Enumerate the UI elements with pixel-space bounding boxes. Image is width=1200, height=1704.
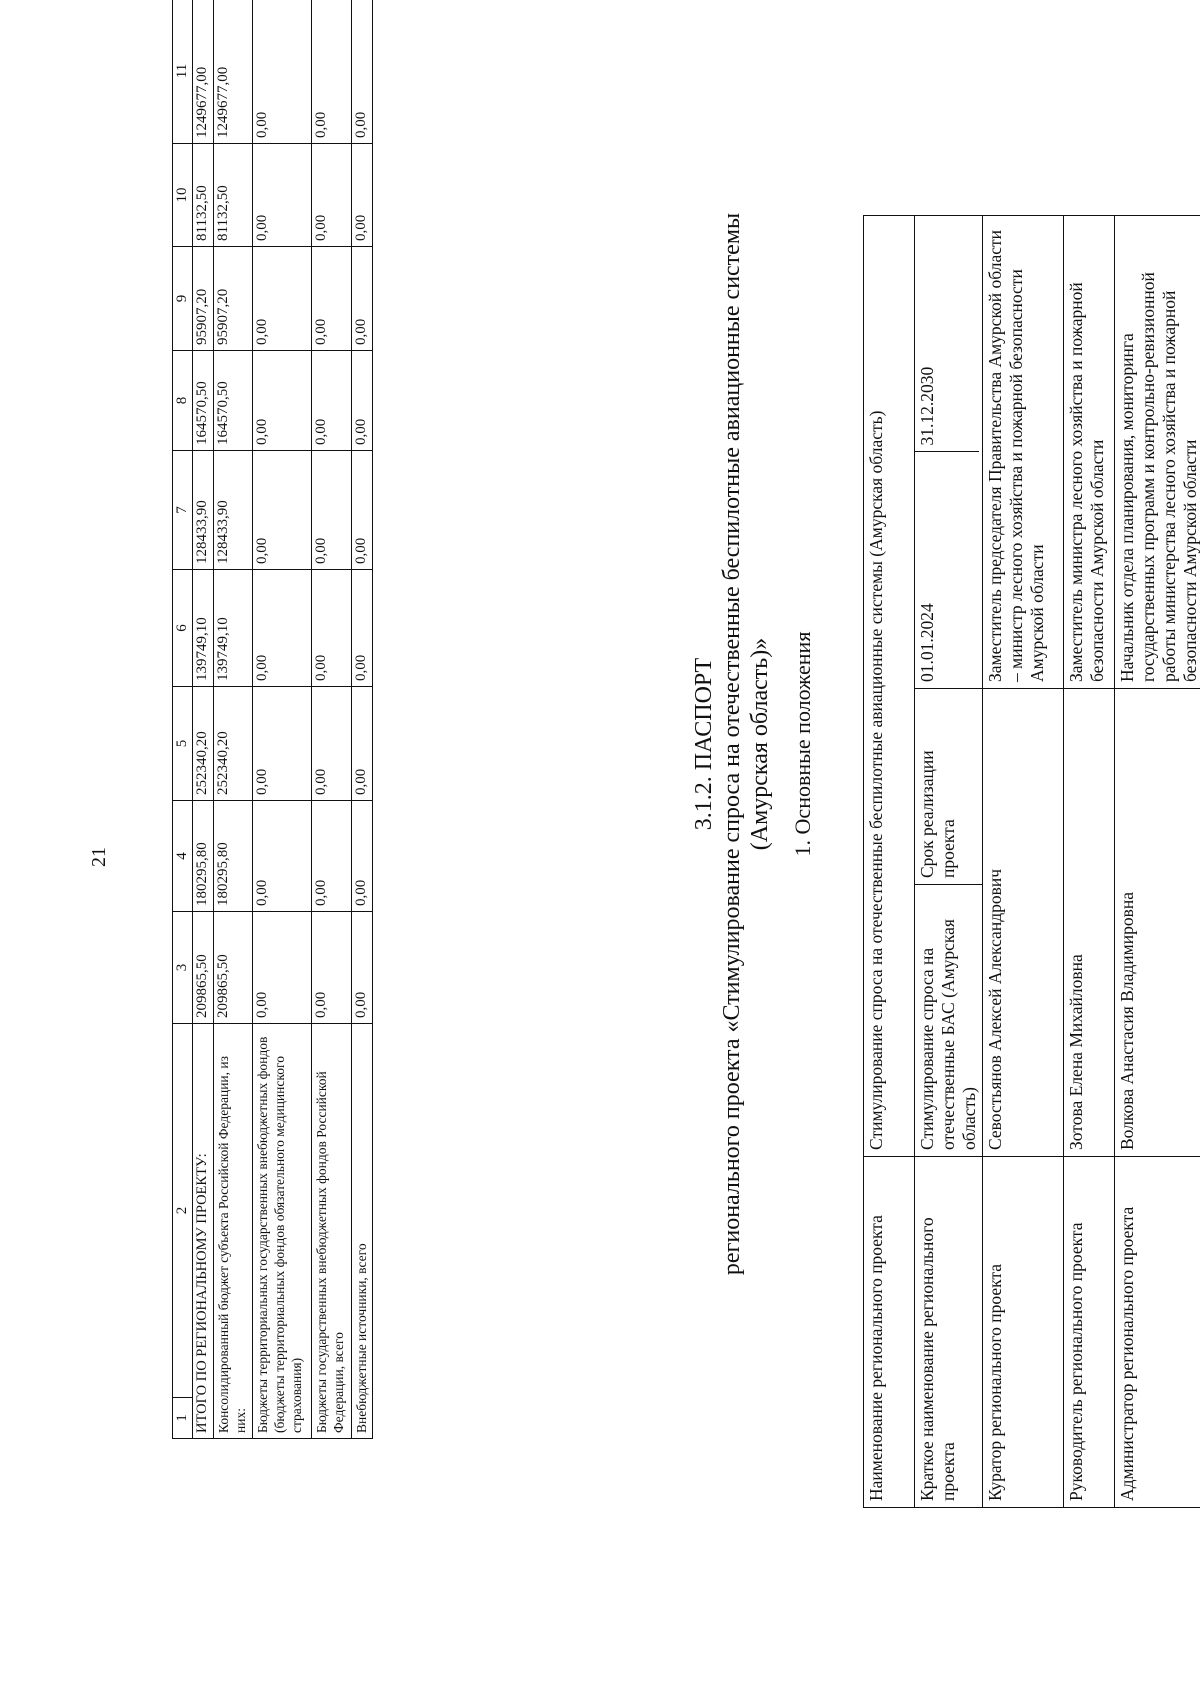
term-label: Срок реализации проекта: [915, 689, 983, 885]
column-header: 11: [173, 0, 193, 144]
table-cell: 139749,10: [214, 570, 253, 687]
term-end-date: 31.12.2030: [917, 366, 937, 446]
head-name: Зотова Елена Михайловна: [1064, 689, 1115, 1157]
table-cell: 0,00: [352, 451, 373, 570]
page-number: 21: [88, 847, 110, 867]
table-cell: 0,00: [352, 570, 373, 687]
table-cell: 164570,50: [193, 351, 214, 451]
table-cell: 0,00: [253, 451, 312, 570]
field-label: Куратор регионального проекта: [983, 1157, 1064, 1508]
term-dates: [915, 215, 983, 688]
heading-title: 3.1.2. ПАСПОРТ: [691, 657, 717, 831]
table-cell: 0,00: [253, 0, 312, 144]
table-cell: 0,00: [312, 0, 352, 144]
table-cell: 0,00: [312, 801, 352, 912]
table-cell: 0,00: [352, 247, 373, 351]
table-cell: 128433,90: [214, 451, 253, 570]
passport-table: [863, 215, 1200, 1508]
finance-table: [172, 0, 373, 1439]
table-cell: 252340,20: [193, 687, 214, 801]
section-title: 1. Основные положения: [790, 631, 815, 857]
table-row: [193, 0, 214, 1439]
column-header: 3: [173, 912, 193, 1024]
heading-project-name: регионального проекта «Стимулирование спроса на отечественные беспилотные авиационные системы: [719, 212, 745, 1276]
table-cell: 0,00: [352, 0, 373, 144]
table-cell: 1249677,00: [214, 0, 253, 144]
table-cell: 0,00: [312, 351, 352, 451]
table-cell: 0,00: [352, 912, 373, 1024]
field-label: Краткое наименование регионального проекта: [915, 1157, 983, 1508]
table-cell: 0,00: [352, 687, 373, 801]
table-cell: 252340,20: [214, 687, 253, 801]
table-row: [915, 215, 983, 1507]
table-row: [214, 0, 253, 1439]
table-cell: 0,00: [312, 451, 352, 570]
table-cell: 180295,80: [193, 801, 214, 912]
table-row: [253, 0, 312, 1439]
column-header: 8: [173, 351, 193, 451]
table-row: [1064, 215, 1115, 1507]
column-header: 2: [173, 1024, 193, 1398]
project-name-value: Стимулирование спроса на отечественные беспилотные авиационные системы (Амурская область): [864, 215, 915, 1156]
table-cell: 0,00: [312, 912, 352, 1024]
term-dates-grid: [915, 216, 979, 688]
table-cell: 0,00: [312, 570, 352, 687]
field-label: Администратор регионального проекта: [1115, 1157, 1200, 1508]
field-label: Наименование регионального проекта: [864, 1157, 915, 1508]
table-cell: 0,00: [352, 144, 373, 247]
table-cell: 0,00: [253, 687, 312, 801]
row-label: Бюджеты государственных внебюджетных фондов Российской Федерации, всего: [312, 1024, 352, 1439]
table-cell: 95907,20: [193, 247, 214, 351]
short-name-value: Стимулирование спроса на отечественные БАС (Амурская область): [915, 885, 983, 1157]
table-row: [312, 0, 352, 1439]
table-cell: 0,00: [352, 351, 373, 451]
table-cell: 1249677,00: [193, 0, 214, 144]
table-row: [1115, 215, 1200, 1507]
table-cell: 128433,90: [193, 451, 214, 570]
table-cell: 0,00: [253, 801, 312, 912]
table-cell: 164570,50: [214, 351, 253, 451]
column-header: 7: [173, 451, 193, 570]
table-cell: 0,00: [312, 247, 352, 351]
table-cell: 0,00: [253, 247, 312, 351]
table-cell: 0,00: [253, 570, 312, 687]
table-cell: 209865,50: [193, 912, 214, 1024]
table-cell: 0,00: [253, 912, 312, 1024]
table-row: [864, 215, 915, 1507]
table-cell: 0,00: [312, 144, 352, 247]
finance-header-row: [173, 0, 193, 1439]
field-label: Руководитель регионального проекта: [1064, 1157, 1115, 1508]
passport-heading: [690, 74, 774, 1414]
table-row: [983, 215, 1064, 1507]
table-cell: 0,00: [253, 144, 312, 247]
column-header: 6: [173, 570, 193, 687]
table-cell: 0,00: [352, 801, 373, 912]
table-cell: 139749,10: [193, 570, 214, 687]
table-row: [352, 0, 373, 1439]
table-cell: 81132,50: [214, 144, 253, 247]
table-cell: 0,00: [253, 351, 312, 451]
table-cell: 209865,50: [214, 912, 253, 1024]
column-header: 4: [173, 801, 193, 912]
curator-position: Заместитель председателя Правительства Амурской области – министр лесного хозяйства и пожарной безопасности Амурской области: [983, 215, 1064, 688]
column-header: 10: [173, 144, 193, 247]
table-cell: 81132,50: [193, 144, 214, 247]
column-header: 1: [173, 1398, 193, 1439]
heading-region: (Амурская область)»: [747, 637, 773, 851]
admin-position: Начальник отдела планирования, мониторинга государственных программ и контрольно-ревизионной работы министерства лесного хозяйства и пожарной безопасности Амурской области: [1115, 215, 1200, 688]
head-position: Заместитель министра лесного хозяйства и пожарной безопасности Амурской области: [1064, 215, 1115, 688]
row-label: Внебюджетные источники, всего: [352, 1024, 373, 1439]
curator-name: Севостьянов Алексей Александрович: [983, 689, 1064, 1157]
table-cell: 0,00: [312, 687, 352, 801]
term-start-date: 01.01.2024: [915, 452, 979, 688]
column-header: 9: [173, 247, 193, 351]
admin-name: Волкова Анастасия Владимировна: [1115, 689, 1200, 1157]
row-label: ИТОГО ПО РЕГИОНАЛЬНОМУ ПРОЕКТУ:: [193, 1024, 214, 1439]
row-label: Консолидированный бюджет субъекта Российской Федерации, из них:: [214, 1024, 253, 1439]
table-cell: 95907,20: [214, 247, 253, 351]
table-cell: 180295,80: [214, 801, 253, 912]
column-header: 5: [173, 687, 193, 801]
row-label: Бюджеты территориальных государственных внебюджетных фондов (бюджеты территориальных фондов обязательного медицинского страхования): [253, 1024, 312, 1439]
